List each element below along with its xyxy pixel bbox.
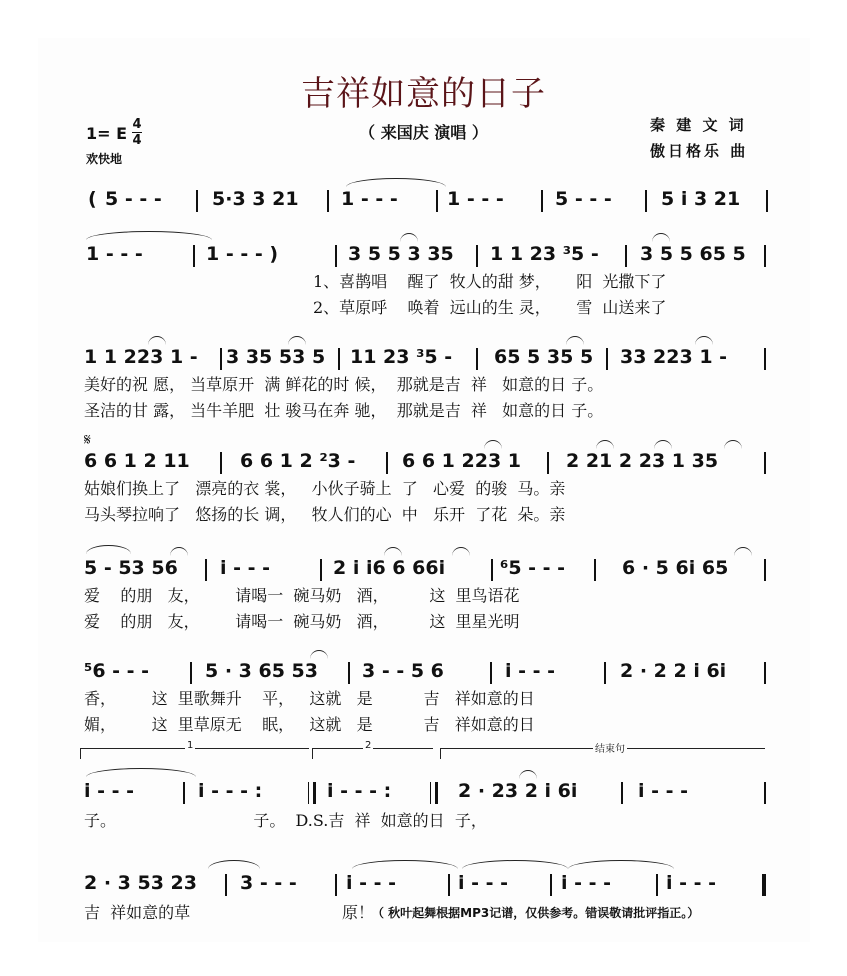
note-group: 2 21 2 23 1 35	[566, 450, 719, 472]
note-group: ⁶5 - - -	[500, 557, 566, 579]
time-signature-bottom: 4	[132, 133, 142, 148]
key-signature: 1= E	[86, 124, 128, 143]
barline	[476, 245, 478, 267]
note-group: 1 - - -	[447, 188, 504, 210]
note-group: 2 · 23 2 i 6i	[458, 780, 578, 802]
barline	[764, 245, 766, 267]
barline	[764, 782, 766, 804]
lyric-line: 爱 的朋 友， 请喝一 碗马奶 酒， 这 里鸟语花	[84, 586, 520, 605]
note-group: 2 · 3 53 23	[84, 872, 197, 894]
note-group: 1 - - -	[341, 188, 398, 210]
note-group: 1 - - - )	[206, 243, 279, 265]
tempo-marking: 欢快地	[86, 152, 123, 166]
lyricist-credit: 秦 建 文 词	[650, 116, 747, 134]
barline	[766, 190, 768, 212]
barline	[491, 559, 493, 581]
segno-icon: 𝄋	[84, 430, 91, 449]
note-group: i - - -	[458, 872, 509, 894]
note-group: i - - -	[505, 660, 556, 682]
note-group: 3 5 5 3 35	[348, 243, 454, 265]
barline	[205, 559, 207, 581]
barline	[348, 662, 350, 684]
barline	[320, 559, 322, 581]
lyric-line: 姑娘们换上了 漂亮的衣 裳， 小伙子骑上 了 心爱 的骏 马。亲	[84, 479, 566, 498]
note-group: i - - -	[561, 872, 612, 894]
barline	[448, 874, 450, 896]
barline	[550, 874, 552, 896]
note-group: (	[88, 188, 97, 210]
lyric-line: 原！	[342, 903, 375, 922]
note-group: 3 5 5 65 5	[640, 243, 746, 265]
lyric-line: 媚， 这 里草原无 眠， 这就 是 吉 祥如意的日	[84, 715, 535, 734]
time-signature-top: 4	[132, 117, 142, 132]
barline	[220, 452, 222, 474]
note-group: 5 - - -	[105, 188, 162, 210]
note-group: 6 6 1 223 1	[402, 450, 522, 472]
barline	[476, 348, 478, 370]
note-group: 6 6 1 2 11	[84, 450, 190, 472]
note-group: 2 i i6 6 66i	[333, 557, 446, 579]
final-barline	[762, 874, 766, 896]
note-group: i - - -	[346, 872, 397, 894]
barline	[335, 245, 337, 267]
note-group: i - - -	[220, 557, 271, 579]
barline	[606, 348, 608, 370]
note-group: 1 1 223 1 -	[84, 346, 198, 368]
barline	[183, 782, 185, 804]
barline	[338, 348, 340, 370]
note-group: 5·3 3 21	[212, 188, 299, 210]
repeat-barline	[430, 782, 435, 804]
note-group: 5 - - -	[555, 188, 612, 210]
barline	[764, 452, 766, 474]
barline	[335, 874, 337, 896]
barline	[594, 559, 596, 581]
barline	[604, 662, 606, 684]
barline	[547, 452, 549, 474]
song-title: 吉祥如意的日子	[301, 74, 546, 114]
barline	[190, 662, 192, 684]
note-group: i - - -	[84, 780, 135, 802]
lyric-line: 1、喜鹊唱 醒了 牧人的甜 梦， 阳 光撒下了	[313, 272, 667, 291]
note-group: 65 5 35 5	[494, 346, 594, 368]
note-group: i - - - :	[198, 780, 263, 802]
note-group: 6 · 5 6i 65	[622, 557, 729, 579]
note-group: 5 i 3 21	[661, 188, 741, 210]
lyric-line: 子。 子。 D.S.吉 祥 如意的日 子，	[84, 811, 487, 830]
note-group: 1 - - -	[86, 243, 143, 265]
singer-credit: （ 来国庆 演唱 ）	[359, 123, 488, 142]
barline	[645, 190, 647, 212]
lyric-line: 香， 这 里歌舞升 平， 这就 是 吉 祥如意的日	[84, 689, 535, 708]
barline	[621, 782, 623, 804]
barline	[490, 662, 492, 684]
barline	[386, 452, 388, 474]
note-group: ⁵6 - - -	[84, 660, 150, 682]
note-group: 11 23 ³5 -	[350, 346, 453, 368]
barline	[764, 662, 766, 684]
note-group: 1 1 23 ³5 -	[490, 243, 599, 265]
barline	[436, 190, 438, 212]
volta-bracket	[80, 740, 309, 759]
volta-bracket	[312, 740, 433, 759]
barline	[220, 348, 222, 370]
note-group: 3 35 53 5	[226, 346, 326, 368]
barline	[225, 874, 227, 896]
note-group: i - - -	[666, 872, 717, 894]
barline	[327, 190, 329, 212]
barline	[196, 190, 198, 212]
note-group: i - - - :	[327, 780, 392, 802]
volta-bracket	[440, 744, 765, 759]
lyric-line: 2、草原呼 唤着 远山的生 灵， 雪 山送来了	[313, 298, 667, 317]
lyric-line: 吉 祥如意的草	[84, 903, 191, 922]
barline	[541, 190, 543, 212]
note-group: 3 - - 5 6	[362, 660, 444, 682]
note-group: i - - -	[638, 780, 689, 802]
barline	[764, 559, 766, 581]
lyric-line: 圣洁的甘 露， 当牛羊肥 壮 骏马在奔 驰， 那就是吉 祥 如意的日 子。	[84, 401, 604, 420]
volta-label: 2	[365, 740, 372, 751]
note-group: 5 · 3 65 53	[205, 660, 318, 682]
repeat-barline	[308, 782, 313, 804]
time-signature	[132, 118, 142, 147]
note-group: 3 - - -	[240, 872, 297, 894]
note-group: 5 - 53 56	[84, 557, 178, 579]
composer-credit: 傲日格乐 曲	[650, 142, 749, 160]
volta-label: 1	[187, 740, 194, 751]
lyric-line: 马头琴拉响了 悠扬的长 调， 牧人们的心 中 乐开 了花 朵。亲	[84, 505, 566, 524]
volta-label: 结束句	[593, 740, 627, 755]
footnote: （ 秋叶起舞根据MP3记谱，仅供参考。错误敬请批评指正。）	[372, 906, 700, 920]
note-group: 33 223 1 -	[620, 346, 728, 368]
note-group: 2 · 2 2 i 6i	[620, 660, 727, 682]
note-group: 6 6 1 2 ²3 -	[240, 450, 356, 472]
barline	[193, 245, 195, 267]
barline	[625, 245, 627, 267]
lyric-line: 美好的祝 愿， 当草原开 满 鲜花的时 候， 那就是吉 祥 如意的日 子。	[84, 375, 604, 394]
barline	[656, 874, 658, 896]
lyric-line: 爱 的朋 友， 请喝一 碗马奶 酒， 这 里星光明	[84, 612, 520, 631]
barline	[764, 348, 766, 370]
